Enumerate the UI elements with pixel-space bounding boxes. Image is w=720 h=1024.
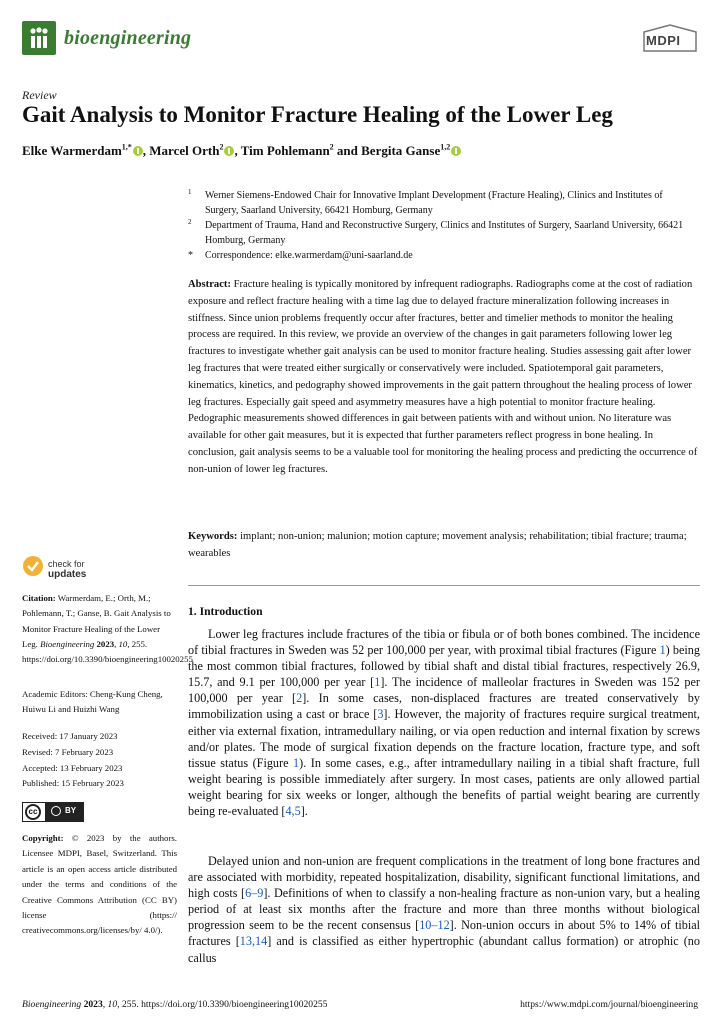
footer-year: 2023 [83, 999, 103, 1010]
abstract-label: Abstract: [188, 279, 231, 290]
keywords [188, 529, 700, 563]
paragraph-text: ) being the most common tibial fractures, followed by tibial shaft and distal tibial fractures, respectively 26.9, 15.7, and 9.1 per 100,000 per year [ [188, 643, 700, 690]
author-list [22, 143, 461, 159]
updates-label[interactable]: updates [48, 569, 87, 580]
citation-volume: 10 [118, 638, 128, 649]
author-separator: and [333, 143, 362, 158]
citation-link[interactable]: 10–12 [419, 918, 450, 933]
citation-journal: Bioengineering [40, 638, 95, 649]
affiliation-mark: 2 [188, 218, 192, 226]
paragraph-text: ). In some cases, e.g., after intramedullary nailing in a tibial shaft fracture, full weight bearing is possible immediately after surgery. In most cases, patients are only allowed partial weight bearing for six weeks or longer, although the benefits of partial weight bearing are currently being re-evaluated [ [188, 755, 700, 819]
author-name[interactable]: Bergita Ganse [361, 143, 441, 158]
cc-by-text: BY [65, 806, 77, 815]
bioengineering-logo-icon [22, 21, 56, 55]
publisher-logo [642, 23, 698, 53]
check-for-updates-icon[interactable] [22, 555, 44, 577]
check-for-label[interactable]: check for [48, 559, 85, 569]
citation-link[interactable]: 4,5 [285, 804, 301, 819]
journal-name: bioengineering [64, 27, 192, 49]
affiliation-mark: 1 [188, 188, 192, 196]
citation-link[interactable]: 6–9 [245, 886, 264, 901]
author-affiliation-mark: 2 [329, 142, 334, 152]
date-received: Received: 17 January 2023 [22, 731, 118, 741]
abstract [188, 277, 700, 479]
section-heading: 1. Introduction [188, 605, 263, 618]
copyright-label: Copyright: [22, 833, 64, 843]
citation-sep: , [114, 638, 119, 649]
citation-text: Warmerdam, E.; Orth, M.; Pohlemann, T.; Ganse, B. Gait Analysis to Monitor Fracture Healing of the Lower Leg. [22, 593, 171, 649]
footer-journal: Bioengineering [22, 999, 82, 1010]
date-published: Published: 15 February 2023 [22, 778, 124, 789]
copyright [22, 831, 177, 939]
footer-journal-url[interactable]: https://www.mdpi.com/journal/bioengineering [520, 999, 698, 1010]
publication-dates [22, 729, 177, 792]
affiliation-text: Werner Siemens-Endowed Chair for Innovative Implant Development (Fracture Healing), Clinics and Institutes of Surgery, Saarland University, 66421 Homburg, Germany [205, 190, 663, 216]
affiliation-text: Department of Trauma, Hand and Reconstructive Surgery, Clinics and Institutes of Surgery, Saarland University, 66421 Homburg, Germany [205, 220, 684, 246]
paragraph-text: Delayed union and non-union are frequent complications in the treatment of long bone fractures and are associated with morbidity, repeated hospitalization, disability, significant functional limitations, and high costs [ [188, 854, 700, 901]
paragraph-text: ]. Non-union occurs in about 5% to 14% of tibial fractures [ [188, 918, 701, 949]
citation [22, 591, 193, 667]
publisher-name: MDPI [646, 33, 681, 48]
body-paragraph [188, 626, 700, 819]
citation-link[interactable]: 1 [293, 755, 300, 770]
author-name[interactable]: Elke Warmerdam [22, 143, 122, 158]
citation-link[interactable]: 1 [374, 675, 381, 690]
date-revised: Revised: 7 February 2023 [22, 746, 114, 757]
body-paragraph [188, 853, 700, 966]
divider [188, 585, 700, 586]
citation-label: Citation: [22, 593, 56, 603]
author-name[interactable]: Marcel Orth [149, 143, 220, 158]
citation-link[interactable]: 3 [377, 707, 384, 722]
page-title: Gait Analysis to Monitor Fracture Healing of the Lower Leg [22, 102, 613, 127]
author-name[interactable]: Tim Pohlemann [240, 143, 330, 158]
date-accepted: Accepted: 13 February 2023 [22, 762, 123, 773]
copyright-text: © 2023 by the authors. Licensee MDPI, Basel, Switzerland. This article is an open access article distributed under the terms and conditions of the Creative Commons Attribution (CC BY) license (https:// creativecommons.org/licenses/by/ 4.0/). [22, 833, 177, 936]
paragraph-text: Lower leg fractures include fractures of the tibia or fibula or of both bones combined. The incidence of tibial fractures in Sweden was 52 per 100,000 per year, with proximal tibial fractures (Figure [188, 627, 700, 658]
paragraph-text: ]. However, the majority of fractures require surgical treatment, either via external fixation, intramedullary nailing, or via open reduction and internal fixation by screws and/or plates. The mode of surgical fixation depends on the fracture location, fracture type, and soft tissue status (Figure [188, 707, 700, 770]
orcid-icon[interactable] [451, 146, 461, 156]
keywords-text: implant; non-union; malunion; motion capture; movement analysis; rehabilitation; tibial fracture; trauma; wearables [188, 531, 687, 559]
author-separator: , [142, 143, 150, 158]
paragraph-text: ]. [300, 804, 308, 819]
paragraph-text: ] and is classified as either hypertrophic (abundant callus formation) or atrophic (no callus [188, 934, 700, 965]
cc-icon: cc [25, 804, 41, 820]
paragraph-text: ]. Definitions of when to classify a non-healing fracture as non-union vary, but a healing period of at least six months after the fracture and more than three months without biological progression seem to be the recent consensus [ [188, 886, 700, 933]
citation-link[interactable]: 1 [659, 643, 666, 658]
footer-volume: 10 [107, 999, 118, 1010]
cc-by-block [45, 803, 84, 821]
keywords-label: Keywords: [188, 531, 238, 542]
citation-year: 2023 [96, 638, 115, 649]
author-affiliation-mark: 2 [219, 142, 224, 152]
footer-sep: , [102, 999, 108, 1010]
orcid-icon[interactable] [133, 146, 143, 156]
paragraph-text: ]. The incidence of malleolar fractures in Sweden was 152 per 100,000 per year [ [188, 675, 700, 706]
author-affiliation-mark: 1,2 [440, 142, 451, 152]
citation-link[interactable]: 2 [296, 691, 303, 706]
footer-citation [22, 999, 327, 1010]
abstract-text: Fracture healing is typically monitored by infrequent radiographs. Radiographs come at the cost of radiation exposure and reflect fracture healing with a time lag due to delayed fracture mineralization following increases in stiffness. Since union problems frequently occur after fractures, better and timelier methods to monitor the healing process are required. In this review, we provide an overview of the changes in gait parameters following lower leg fractures to investigate whether gait analysis can be used to monitor fracture healing. Studies assessing gait after lower leg fractures that were treated either surgically or conservatively were included. Spatiotemporal gait parameters, kinematics, kinetics, and pedography showed improvements in the gait pattern throughout the healing process of lower leg fractures. Especially gait speed and asymmetry measures have a high potential to monitor fracture healing. Pedographic measurements showed differences in gait between patients with and without union. No literature was available for other gait measures, but it is expected that further parameters reflect progress in bone healing. In conclusion, gait analysis seems to be a valuable tool for monitoring the healing process and predicting the occurrence of non-union of lower leg fractures. [188, 279, 698, 475]
footer-doi[interactable]: , 255. https://doi.org/10.3390/bioengineering10020255 [117, 999, 328, 1010]
affiliation-mark: * [188, 250, 193, 261]
correspondence-text[interactable]: Correspondence: elke.warmerdam@uni-saarland.de [205, 250, 413, 261]
journal-logo [22, 21, 56, 55]
cc-by-license-icon[interactable] [22, 802, 84, 822]
author-affiliation-mark: 1,* [121, 142, 132, 152]
article-type: Review [22, 88, 57, 102]
attribution-icon [51, 806, 61, 816]
author-separator: , [234, 143, 241, 158]
orcid-icon[interactable] [224, 146, 234, 156]
citation-link[interactable]: 13,14 [239, 934, 268, 949]
citation-doi[interactable]: , 255. https://doi.org/10.3390/bioengineering10020255 [22, 638, 193, 665]
academic-editors: Academic Editors: Cheng-Kung Cheng, Huiwu Li and Huizhi Wang [22, 689, 163, 715]
paragraph-text: ]. In some cases, non-displaced fractures are treated conservatively by immobilization using a cast or brace [ [188, 691, 700, 722]
